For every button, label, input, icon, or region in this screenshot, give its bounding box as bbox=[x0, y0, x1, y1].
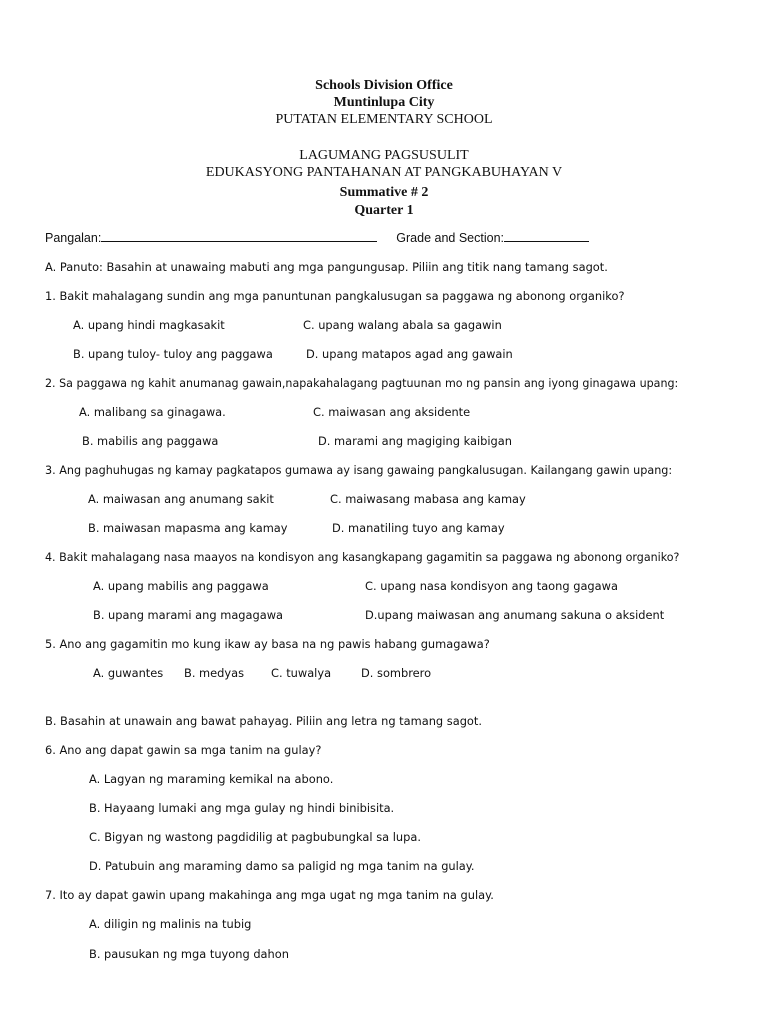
question-6: 6. Ano ang dapat gawin sa mga tanim na gulay? bbox=[45, 743, 322, 757]
question-4: 4. Bakit mahalagang nasa maayos na kondisyon ang kasangkapang gagamitin sa paggawa ng abonong organiko? bbox=[45, 551, 680, 564]
header-quarter: Quarter 1 bbox=[354, 203, 414, 218]
q3-option-a: A. maiwasan ang anumang sakit bbox=[88, 492, 274, 506]
header-city: Muntinlupa City bbox=[333, 95, 435, 110]
part-a-instruction: A. Panuto: Basahin at unawaing mabuti ang mga pangungusap. Piliin ang titik nang tamang sagot. bbox=[45, 260, 608, 274]
q4-option-a: A. upang mabilis ang paggawa bbox=[93, 579, 269, 593]
q6-option-b: B. Hayaang lumaki ang mga gulay ng hindi binibisita. bbox=[89, 801, 395, 815]
q1-option-c: C. upang walang abala sa gagawin bbox=[303, 318, 502, 332]
grade-section-blank[interactable] bbox=[504, 230, 589, 242]
header-subject: EDUKASYONG PANTAHANAN AT PANGKABUHAYAN V bbox=[205, 165, 563, 180]
header-office: Schools Division Office bbox=[315, 78, 453, 93]
q5-option-a: A. guwantes bbox=[93, 666, 164, 680]
q1-option-a: A. upang hindi magkasakit bbox=[73, 318, 225, 332]
q4-option-d: D.upang maiwasan ang anumang sakuna o aksident bbox=[365, 608, 665, 622]
q5-option-b: B. medyas bbox=[184, 666, 245, 680]
grade-section-label: Grade and Section: bbox=[396, 231, 504, 245]
student-info-row bbox=[45, 230, 589, 245]
q6-option-c: C. Bigyan ng wastong pagdidilig at pagbubungkal sa lupa. bbox=[89, 830, 421, 844]
q1-option-d: D. upang matapos agad ang gawain bbox=[306, 347, 513, 361]
name-blank[interactable] bbox=[101, 230, 377, 242]
q4-option-c: C. upang nasa kondisyon ang taong gagawa bbox=[365, 579, 618, 593]
q2-option-c: C. maiwasan ang aksidente bbox=[313, 405, 471, 419]
question-1: 1. Bakit mahalagang sundin ang mga panuntunan pangkalusugan sa paggawa ng abonong organiko? bbox=[45, 289, 625, 303]
q3-option-b: B. maiwasan mapasma ang kamay bbox=[88, 521, 288, 535]
q5-option-d: D. sombrero bbox=[361, 666, 432, 680]
q6-option-a: A. Lagyan ng maraming kemikal na abono. bbox=[89, 772, 334, 786]
question-2: 2. Sa paggawa ng kahit anumanag gawain,napakahalagang pagtuunan mo ng pansin ang iyong ginagawa upang: bbox=[45, 377, 679, 390]
q2-option-b: B. mabilis ang paggawa bbox=[82, 434, 219, 448]
name-label: Pangalan: bbox=[45, 231, 102, 245]
q7-option-b: B. pausukan ng mga tuyong dahon bbox=[89, 947, 289, 961]
question-7: 7. Ito ay dapat gawin upang makahinga ang mga ugat ng mga tanim na gulay. bbox=[45, 888, 494, 902]
question-3: 3. Ang paghuhugas ng kamay pagkatapos gumawa ay isang gawaing pangkalusugan. Kailangang gawin upang: bbox=[45, 464, 673, 477]
q2-option-d: D. marami ang magiging kaibigan bbox=[318, 434, 512, 448]
q5-option-c: C. tuwalya bbox=[271, 666, 332, 680]
header-test-title: LAGUMANG PAGSUSULIT bbox=[299, 148, 469, 163]
q4-option-b: B. upang marami ang magagawa bbox=[93, 608, 284, 622]
header-school: PUTATAN ELEMENTARY SCHOOL bbox=[275, 112, 493, 127]
question-5: 5. Ano ang gagamitin mo kung ikaw ay basa na ng pawis habang gumagawa? bbox=[45, 637, 490, 651]
q6-option-d: D. Patubuin ang maraming damo sa paligid ng mga tanim na gulay. bbox=[89, 859, 475, 873]
part-b-instruction: B. Basahin at unawain ang bawat pahayag. Piliin ang letra ng tamang sagot. bbox=[45, 714, 482, 728]
q2-option-a: A. malibang sa ginagawa. bbox=[79, 405, 226, 419]
q1-option-b: B. upang tuloy- tuloy ang paggawa bbox=[73, 347, 273, 361]
q3-option-c: C. maiwasang mabasa ang kamay bbox=[330, 492, 526, 506]
q7-option-a: A. diligin ng malinis na tubig bbox=[89, 917, 252, 931]
header-summative: Summative # 2 bbox=[339, 185, 429, 200]
q3-option-d: D. manatiling tuyo ang kamay bbox=[332, 521, 505, 535]
